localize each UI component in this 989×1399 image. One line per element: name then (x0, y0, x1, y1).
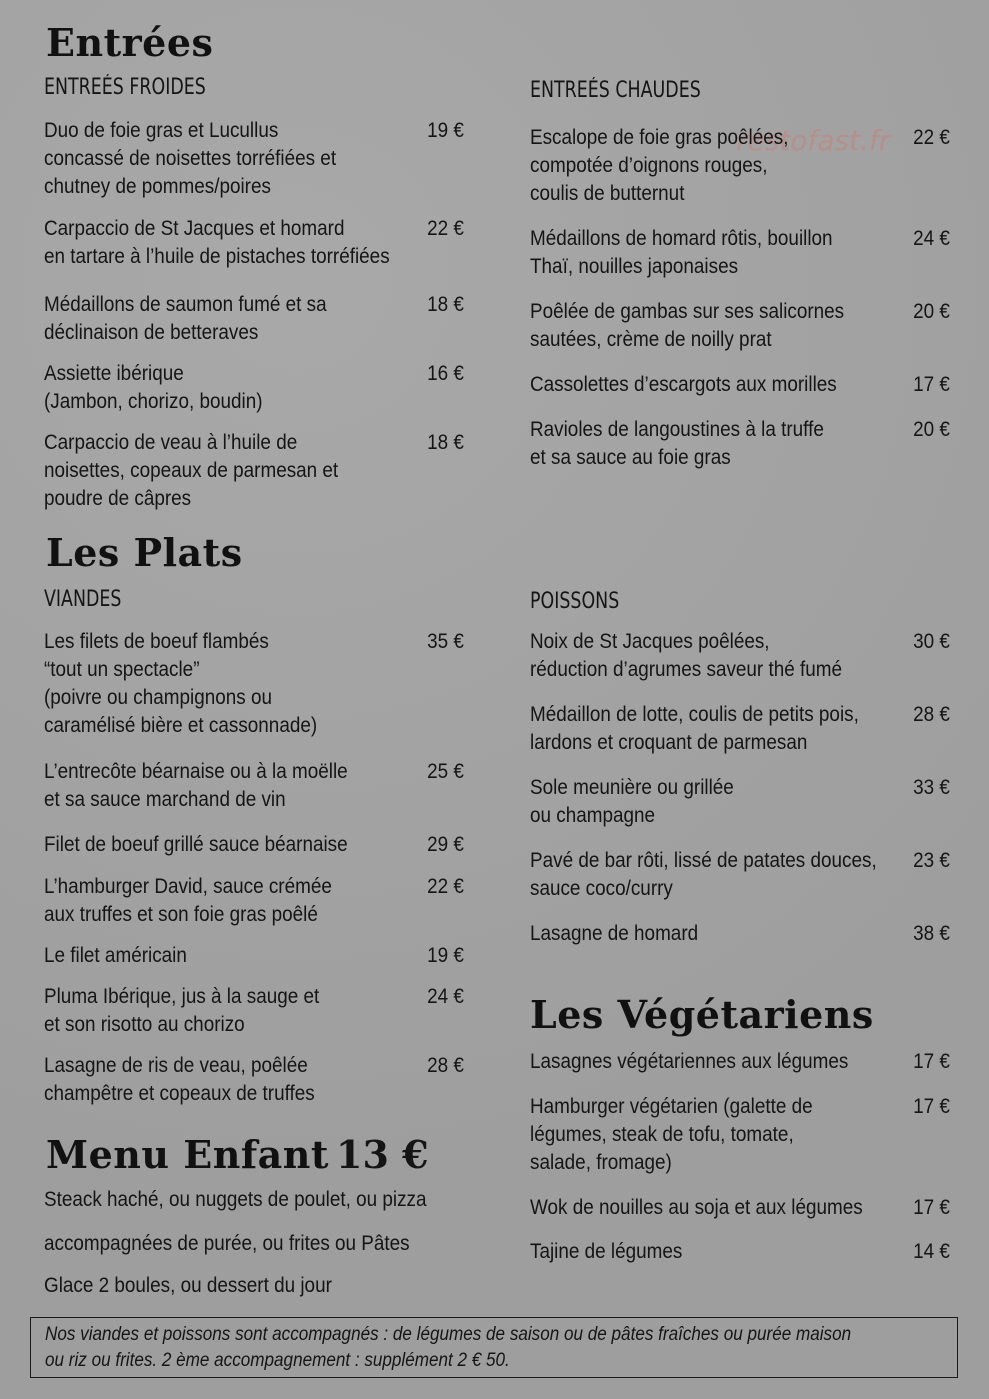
item-name: Noix de St Jacques poêlées, réduction d’agrumes saveur thé fumé (530, 630, 843, 681)
menu-enfant-line: Steack haché, ou nuggets de poulet, ou pizza (44, 1188, 427, 1211)
item-name: Le filet américain (44, 944, 187, 967)
item-name: Carpaccio de St Jacques et homard en tartare à l’huile de pistaches torréfiées (44, 217, 390, 268)
item-name: Les filets de boeuf flambés “tout un spectacle” (poivre ou champignons ou caramélisé bière et cassonnade) (44, 630, 318, 737)
watermark-text: restofast.fr (736, 124, 891, 157)
subhead-entrees-chaudes: ENTREÉS CHAUDES (530, 78, 701, 103)
item-price: 22 € (913, 126, 950, 149)
item-price: 18 € (427, 293, 464, 316)
item-name: Médaillons de saumon fumé et sa déclinaison de betteraves (44, 293, 327, 344)
item-price: 29 € (427, 833, 464, 856)
footnote-line: Nos viandes et poissons sont accompagnés : de légumes de saison ou de pâtes fraîches ou purée maison (45, 1324, 852, 1345)
menu-item (44, 873, 464, 929)
section-title-menu-enfant: Menu Enfant (46, 1132, 329, 1177)
item-name: Lasagne de homard (530, 922, 699, 945)
item-price: 18 € (427, 431, 464, 454)
item-price: 35 € (427, 630, 464, 653)
item-name: Escalope de foie gras poêlées, compotée d’oignons rouges, coulis de butternut (530, 126, 789, 205)
item-price: 25 € (427, 760, 464, 783)
item-price: 19 € (427, 119, 464, 142)
item-name: Wok de nouilles au soja et aux légumes (530, 1196, 863, 1219)
menu-item (530, 628, 950, 684)
menu-item (530, 920, 950, 948)
item-price: 30 € (913, 630, 950, 653)
item-price: 22 € (427, 217, 464, 240)
menu-item (44, 429, 464, 513)
menu-item (530, 1194, 950, 1222)
item-name: Médaillon de lotte, coulis de petits pois, lardons et croquant de parmesan (530, 703, 859, 754)
item-name: Poêlée de gambas sur ses salicornes sautées, crème de noilly prat (530, 300, 845, 351)
item-name: Ravioles de langoustines à la truffe et sa sauce au foie gras (530, 418, 824, 469)
item-name: L’entrecôte béarnaise ou à la moëlle et sa sauce marchand de vin (44, 760, 348, 811)
item-name: Pavé de bar rôti, lissé de patates douces, sauce coco/curry (530, 849, 877, 900)
menu-item (530, 1093, 950, 1177)
item-name: Cassolettes d’escargots aux morilles (530, 373, 837, 396)
item-name: Sole meunière ou grillée ou champagne (530, 776, 734, 827)
menu-item (530, 847, 950, 903)
menu-item (530, 371, 950, 399)
menu-item (530, 124, 950, 208)
item-name: Lasagnes végétariennes aux légumes (530, 1050, 849, 1073)
menu-item (44, 942, 464, 970)
item-price: 20 € (913, 418, 950, 441)
item-name: Médaillons de homard rôtis, bouillon Thaï, nouilles japonaises (530, 227, 833, 278)
item-price: 17 € (913, 373, 950, 396)
menu-item (530, 1238, 950, 1266)
item-price: 28 € (913, 703, 950, 726)
menu-enfant-line: Glace 2 boules, ou dessert du jour (44, 1274, 332, 1297)
item-price: 38 € (913, 922, 950, 945)
item-name: L’hamburger David, sauce crémée aux truffes et son foie gras poêlé (44, 875, 332, 926)
item-price: 17 € (913, 1095, 950, 1118)
subhead-viandes: VIANDES (44, 587, 122, 612)
item-price: 17 € (913, 1050, 950, 1073)
item-price: 19 € (427, 944, 464, 967)
menu-item (44, 831, 464, 859)
section-title-vegetariens: Les Végétariens (530, 992, 874, 1037)
item-price: 28 € (427, 1054, 464, 1077)
item-price: 22 € (427, 875, 464, 898)
item-name: Carpaccio de veau à l’huile de noisettes, copeaux de parmesan et poudre de câpres (44, 431, 339, 510)
menu-item (530, 774, 950, 830)
item-price: 20 € (913, 300, 950, 323)
menu-enfant-line: accompagnées de purée, ou frites ou Pâtes (44, 1232, 410, 1255)
menu-enfant-price: 13 € (336, 1132, 429, 1177)
section-title-plats: Les Plats (46, 530, 243, 575)
item-price: 23 € (913, 849, 950, 872)
section-title-entrees: Entrées (46, 20, 214, 65)
menu-item (530, 225, 950, 281)
menu-item (44, 215, 464, 271)
menu-item (530, 416, 950, 472)
item-name: Lasagne de ris de veau, poêlée champêtre et copeaux de truffes (44, 1054, 315, 1105)
item-price: 24 € (913, 227, 950, 250)
item-name: Filet de boeuf grillé sauce béarnaise (44, 833, 348, 856)
menu-item (44, 628, 464, 740)
menu-item (44, 1052, 464, 1108)
subhead-entrees-froides: ENTREÉS FROIDES (44, 75, 206, 100)
item-price: 17 € (913, 1196, 950, 1219)
item-price: 33 € (913, 776, 950, 799)
menu-item (530, 298, 950, 354)
subhead-poissons: POISSONS (530, 589, 620, 614)
menu-item (44, 983, 464, 1039)
item-price: 14 € (913, 1240, 950, 1263)
menu-item (44, 291, 464, 347)
item-price: 24 € (427, 985, 464, 1008)
footnote-box (30, 1317, 958, 1378)
item-name: Assiette ibérique (Jambon, chorizo, boudin) (44, 362, 263, 413)
item-price: 16 € (427, 362, 464, 385)
menu-item (530, 1048, 950, 1076)
footnote-line: ou riz ou frites. 2 ème accompagnement : supplément 2 € 50. (45, 1350, 510, 1371)
item-name: Tajine de légumes (530, 1240, 683, 1263)
menu-item (44, 117, 464, 201)
item-name: Pluma Ibérique, jus à la sauge et et son risotto au chorizo (44, 985, 320, 1036)
menu-item (44, 758, 464, 814)
item-name: Duo de foie gras et Lucullus concassé de noisettes torréfiées et chutney de pommes/poires (44, 119, 337, 198)
menu-item (530, 701, 950, 757)
item-name: Hamburger végétarien (galette de légumes, steak de tofu, tomate, salade, fromage) (530, 1095, 813, 1174)
menu-item (44, 360, 464, 416)
